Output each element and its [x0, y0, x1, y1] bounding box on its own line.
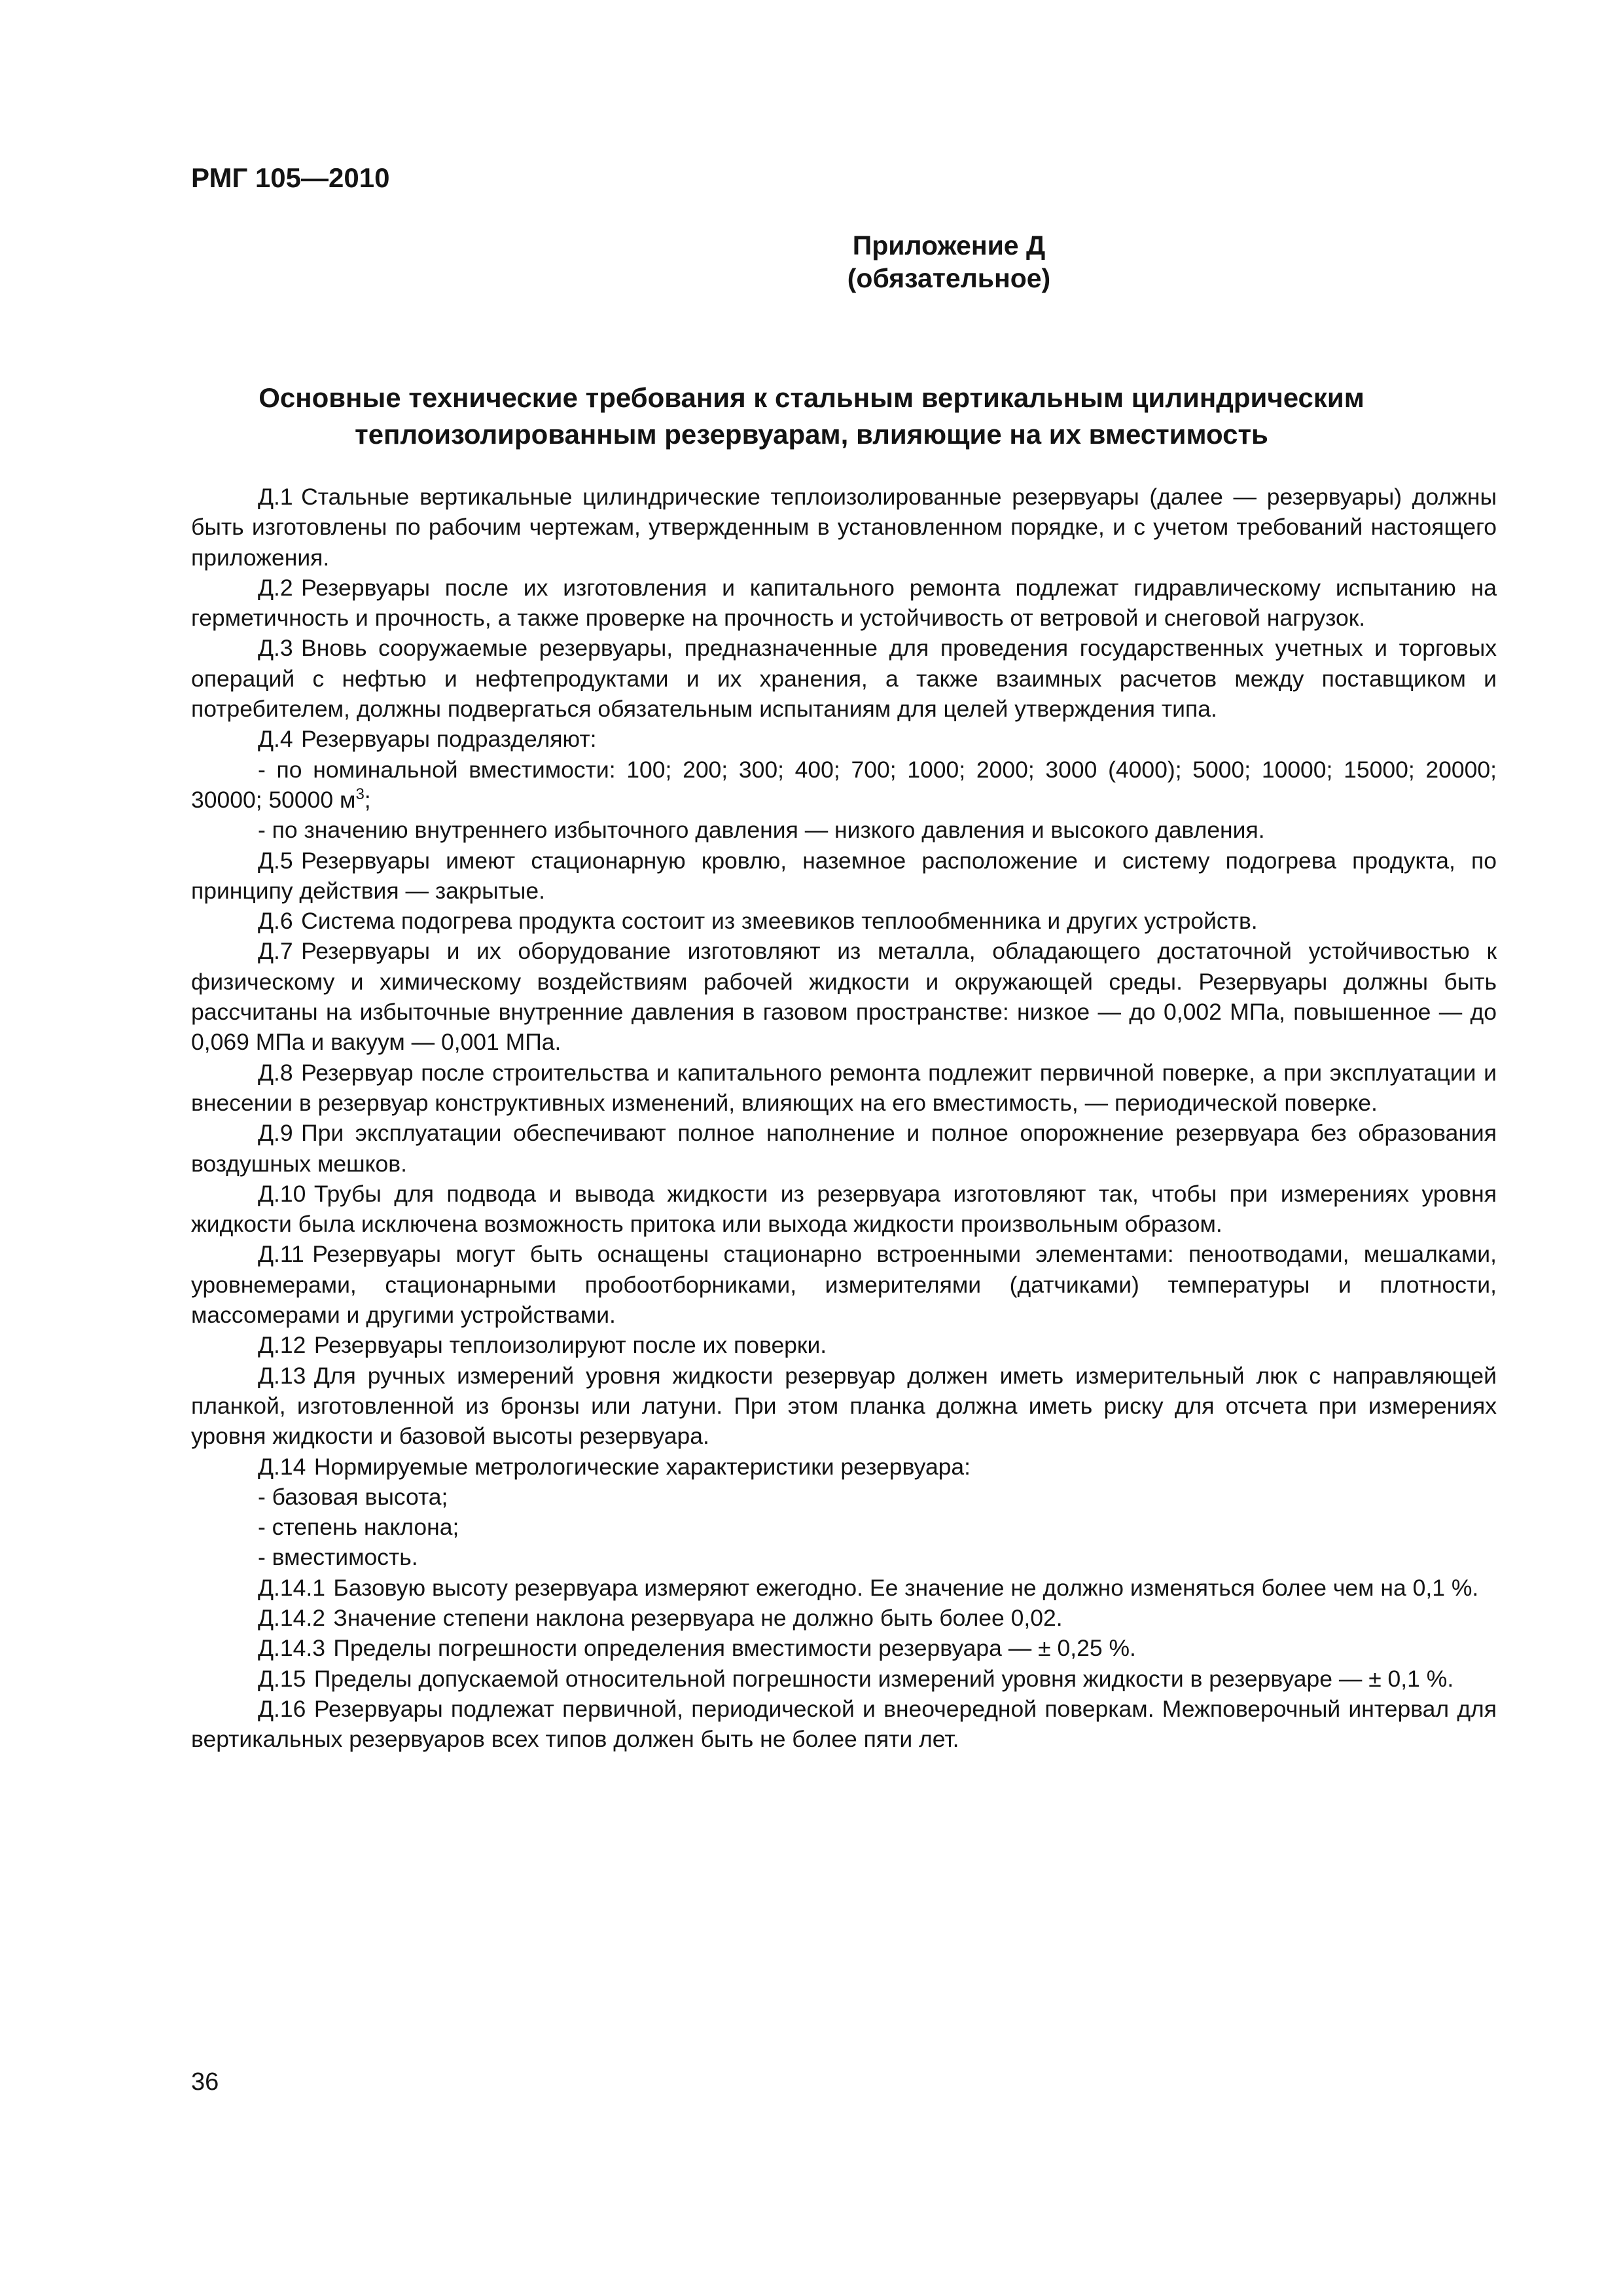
paragraph-text: - базовая высота;: [258, 1483, 448, 1510]
clause-number: Д.15: [258, 1665, 306, 1692]
clause-number: Д.4: [258, 726, 293, 753]
paragraph: [191, 936, 1497, 1057]
clause-number: Д.3: [258, 635, 293, 662]
paragraph: [191, 1482, 1497, 1512]
paragraph-text: Резервуар после строительства и капитального ремонта подлежит первичной поверке, а при эксплуатации и внесении в резервуар конструктивных изменений, влияющих на его вместимость, — периодической поверке.: [191, 1059, 1497, 1116]
paragraph-text: Система подогрева продукта состоит из змеевиков теплообменника и других устройств.: [301, 908, 1258, 935]
paragraph-text: Стальные вертикальные цилиндрические теплоизолированные резервуары (далее — резервуары) должны быть изготовлены по рабочим чертежам, утвержденным в установленном порядке, и с учетом требований настоящего приложения.: [191, 484, 1497, 571]
paragraph-text: Трубы для подвода и вывода жидкости из резервуара изготовляют так, чтобы при измерениях уровня жидкости была исключена возможность притока или выхода жидкости произвольным образом.: [191, 1180, 1497, 1238]
annex-title: Приложение Д: [852, 230, 1046, 260]
clause-number: Д.13: [258, 1362, 306, 1389]
paragraph: [191, 1361, 1497, 1452]
clause-number: Д.14: [258, 1453, 306, 1480]
paragraph-text: Резервуары подразделяют:: [301, 726, 597, 753]
paragraph: [191, 482, 1497, 573]
paragraph: [191, 1179, 1497, 1240]
document-code: РМГ 105—2010: [191, 162, 390, 193]
document-title-line-2: теплоизолированным резервуарам, влияющие на их вместимость: [355, 419, 1268, 450]
paragraph: [191, 1633, 1497, 1663]
paragraph: [191, 1573, 1497, 1603]
clause-number: Д.11: [258, 1241, 304, 1268]
paragraph: [191, 1542, 1497, 1572]
clause-number: Д.14.2: [258, 1604, 325, 1631]
clause-number: Д.1: [258, 484, 293, 510]
paragraph: [191, 1239, 1497, 1330]
paragraph: [191, 1058, 1497, 1119]
paragraph-text: - вместимость.: [258, 1544, 418, 1571]
paragraph-text: - степень наклона;: [258, 1514, 459, 1541]
paragraph-text: Пределы погрешности определения вместимости резервуара — ± 0,25 %.: [333, 1635, 1136, 1662]
paragraph-text: Вновь сооружаемые резервуары, предназначенные для проведения государственных учетных и торговых операций с нефтью и нефтепродуктами и их хранения, а также взаимных расчетов между поставщиком и потребителем, должны подвергаться обязательным испытаниям для целей утверждения типа.: [191, 635, 1497, 723]
clause-number: Д.2: [258, 574, 293, 601]
paragraph-text: Резервуары могут быть оснащены стационарно встроенными элементами: пеноотводами, мешалками, уровнемерами, стационарными пробоотборниками, измерителями (датчиками) температуры и плотности, массомерами и другими устройствами.: [191, 1241, 1497, 1329]
document-title-line-1: Основные технические требования к стальным вертикальным цилиндрическим: [259, 382, 1364, 413]
clause-number: Д.14.3: [258, 1635, 325, 1662]
clause-number: Д.7: [258, 938, 293, 965]
clause-number: Д.14.1: [258, 1574, 325, 1601]
paragraph-text: Резервуары и их оборудование изготовляют из металла, обладающего достаточной устойчивостью к физическому и химическому воздействиям рабочей жидкости и окружающей среды. Резервуары должны быть рассчитаны на избыточные внутренние давления в газовом пространстве: низкое — до 0,002 МПа, повышенное — до 0,069 МПа и вакуум — 0,001 МПа.: [191, 938, 1497, 1056]
paragraph-text: Базовую высоту резервуара измеряют ежегодно. Ее значение не должно изменяться более чем на 0,1 %.: [333, 1574, 1479, 1601]
clause-number: Д.8: [258, 1059, 293, 1086]
paragraph-text: - по значению внутреннего избыточного давления — низкого давления и высокого давления.: [258, 817, 1265, 844]
clause-number: Д.6: [258, 908, 293, 935]
paragraph-text: При эксплуатации обеспечивают полное наполнение и полное опорожнение резервуара без образования воздушных мешков.: [191, 1120, 1497, 1177]
paragraph-text: Резервуары имеют стационарную кровлю, наземное расположение и систему подогрева продукта, по принципу действия — закрытые.: [191, 847, 1497, 904]
paragraph: [191, 724, 1497, 754]
paragraph: [191, 1118, 1497, 1179]
paragraph-text: Нормируемые метрологические характеристики резервуара:: [313, 1453, 971, 1480]
paragraph: [191, 1603, 1497, 1633]
clause-number: Д.12: [258, 1332, 306, 1359]
paragraph: [191, 573, 1497, 634]
body-text: [191, 482, 1497, 1754]
clause-number: Д.5: [258, 847, 293, 874]
paragraph: [191, 1694, 1497, 1755]
paragraph-text: Пределы допускаемой относительной погрешности измерений уровня жидкости в резервуаре — ± 0,1 %.: [313, 1665, 1454, 1692]
paragraph: [191, 846, 1497, 906]
paragraph-text: Резервуары теплоизолируют после их поверки.: [313, 1332, 827, 1359]
paragraph-text: - по номинальной вместимости: 100; 200; 300; 400; 700; 1000; 2000; 3000 (4000); 5000; 10000; 15000; 20000; 30000; 50000 м: [191, 756, 1497, 813]
paragraph: [191, 1452, 1497, 1482]
paragraph-text: Для ручных измерений уровня жидкости резервуар должен иметь измерительный люк с направляющей планкой, изготовленной из бронзы или латуни. При этом планка должна иметь риску для отсчета при измерениях уровня жидкости и базовой высоты резервуара.: [191, 1362, 1497, 1450]
paragraph: [191, 815, 1497, 845]
clause-number: Д.16: [258, 1695, 306, 1722]
paragraph-tail: ;: [364, 786, 371, 813]
paragraph: [191, 1512, 1497, 1542]
paragraph: [191, 755, 1497, 816]
paragraph: [191, 1330, 1497, 1360]
paragraph-text: Значение степени наклона резервуара не должно быть более 0,02.: [333, 1604, 1063, 1631]
paragraph: [191, 1664, 1497, 1694]
page-number: 36: [191, 2068, 219, 2096]
superscript: 3: [355, 785, 365, 804]
paragraph: [191, 906, 1497, 936]
paragraph-text: Резервуары после их изготовления и капитального ремонта подлежат гидравлическому испытанию на герметичность и прочность, а также проверке на прочность и устойчивость от ветровой и снеговой нагрузок.: [191, 574, 1497, 632]
clause-number: Д.10: [258, 1180, 306, 1207]
paragraph: [191, 633, 1497, 724]
clause-number: Д.9: [258, 1120, 293, 1147]
paragraph-text: Резервуары подлежат первичной, периодической и внеочередной поверкам. Межповерочный интервал для вертикальных резервуаров всех типов должен быть не более пяти лет.: [191, 1695, 1497, 1753]
annex-status: (обязательное): [847, 263, 1051, 293]
